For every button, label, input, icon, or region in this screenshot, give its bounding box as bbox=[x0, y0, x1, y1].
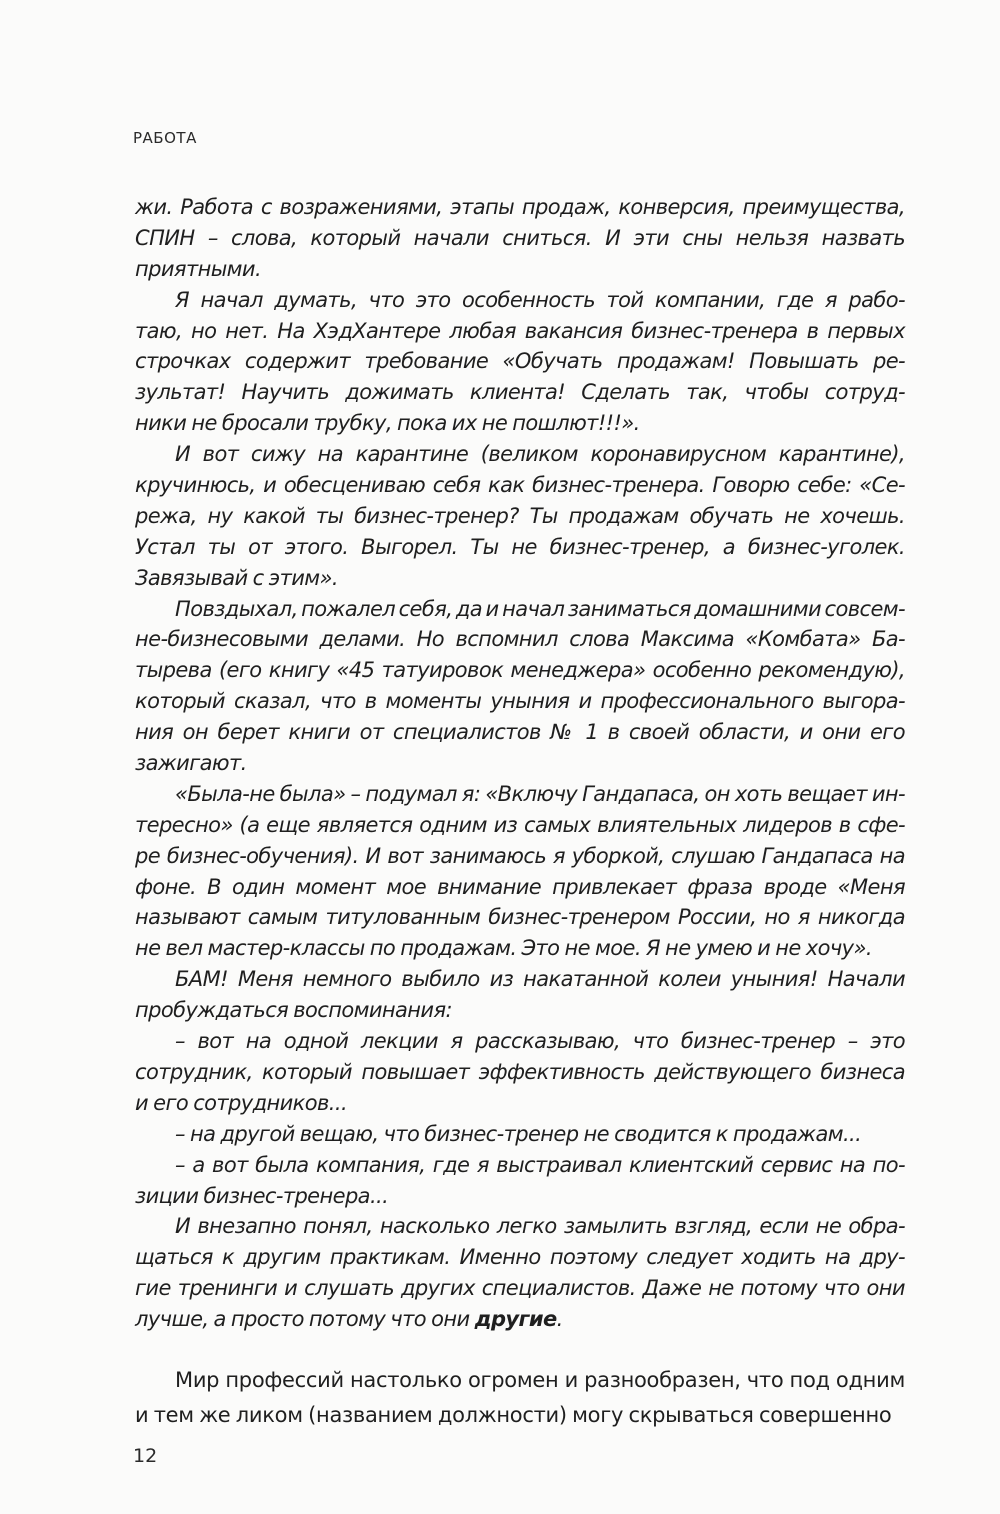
text-line: Мир профессий настолько огромен и разнообразен, что под одним bbox=[175, 1367, 905, 1392]
text-line: жи. Работа с возражениями, этапы продаж, конверсия, преимущества, bbox=[135, 195, 905, 219]
text-line: Я начал думать, что это особенность той компании, где я рабо- bbox=[175, 287, 905, 312]
paragraph bbox=[135, 1211, 905, 1335]
paragraph bbox=[135, 964, 905, 1026]
text-line: и его сотрудников... bbox=[135, 1090, 348, 1115]
text-line: зультат! Научить дожимать клиента! Сделать так, чтобы сотруд- bbox=[135, 380, 905, 405]
text-line: не-бизнесовыми делами. Но вспомнил слова Максима «Комбата» Ба- bbox=[135, 627, 905, 652]
text-line: зажигают. bbox=[135, 751, 247, 776]
text-line: фоне. В один момент мое внимание привлекает фраза вроде «Меня bbox=[135, 874, 905, 899]
text-line: «Была-не была» – подумал я: «Включу Гандапаса, он хоть вещает ин- bbox=[175, 781, 905, 806]
paragraph bbox=[135, 285, 905, 439]
text-line: не вел мастер-классы по продажам. Это не мое. Я не умею и не хочу». bbox=[135, 936, 872, 961]
text-line: ре бизнес-обучения). И вот занимаюсь я уборкой, слушаю Гандапаса на bbox=[135, 843, 905, 868]
paragraph bbox=[135, 1119, 905, 1150]
text-line: называют самым титулованным бизнес-тренером России, но я никогда bbox=[135, 905, 905, 930]
text-line: И внезапно понял, насколько легко замылить взгляд, если не обра- bbox=[175, 1214, 905, 1239]
text-line: Устал ты от этого. Выгорел. Ты не бизнес-тренер, а бизнес-уголек. bbox=[135, 534, 905, 559]
text-line: таю, но нет. На ХэдХантере любая вакансия бизнес-тренера в первых bbox=[135, 318, 905, 343]
text-line: Завязывай с этим». bbox=[135, 565, 338, 590]
text-line: БАМ! Меня немного выбило из накатанной колеи уныния! Начали bbox=[175, 967, 905, 992]
text-line: режа, ну какой ты бизнес-тренер? Ты продажам обучать не хочешь. bbox=[135, 503, 905, 528]
paragraph bbox=[135, 192, 905, 285]
text-line: кручинюсь, и обесцениваю себя как бизнес-тренера. Говорю себе: «Се- bbox=[135, 473, 905, 498]
text-line: Повздыхал, пожалел себя, да и начал заниматься домашними совсем- bbox=[175, 596, 905, 621]
text-line: – на другой вещаю, что бизнес-тренер не сводится к продажам... bbox=[175, 1121, 862, 1146]
emphasis-text: другие bbox=[474, 1307, 557, 1332]
paragraph bbox=[135, 1150, 905, 1212]
body-text bbox=[135, 192, 905, 1433]
text-line: сотрудник, который повышает эффективность действующего бизнеса bbox=[135, 1059, 905, 1084]
text-line: зиции бизнес-тренера... bbox=[135, 1183, 389, 1208]
text-line: – вот на одной лекции я рассказываю, что бизнес-тренер – это bbox=[175, 1029, 905, 1054]
text-line bbox=[135, 1304, 905, 1335]
paragraph bbox=[135, 779, 905, 964]
text-line: тырева (его книгу «45 татуировок менеджера» особенно рекомендую), bbox=[135, 658, 905, 683]
text-segment: . bbox=[556, 1307, 563, 1332]
text-line: тересно» (а еще является одним из самых влиятельных лидеров в сфе- bbox=[135, 812, 905, 837]
page-number: 12 bbox=[133, 1445, 158, 1467]
text-line: ники не бросали трубку, пока их не пошлют!!!». bbox=[135, 411, 640, 436]
running-head: РАБОТА bbox=[133, 129, 197, 147]
text-line: И вот сижу на карантине (великом коронавирусном карантине), bbox=[175, 442, 905, 467]
text-line: гие тренинги и слушать других специалистов. Даже не потому что они bbox=[135, 1276, 905, 1301]
text-line: и тем же ликом (названием должности) могу скрываться совершенно bbox=[135, 1402, 892, 1427]
paragraph bbox=[135, 1363, 905, 1433]
text-line: – а вот была компания, где я выстраивал клиентский сервис на по- bbox=[175, 1152, 905, 1177]
text-line: ния он берет книги от специалистов № 1 в своей области, и они его bbox=[135, 720, 905, 745]
paragraph bbox=[135, 1026, 905, 1119]
text-line: приятными. bbox=[135, 256, 262, 281]
text-line: пробуждаться воспоминания: bbox=[135, 998, 452, 1023]
text-line: строчках содержит требование «Обучать продажам! Повышать ре- bbox=[135, 349, 905, 374]
text-line: который сказал, что в моменты уныния и профессионального выгора- bbox=[135, 689, 905, 714]
paragraph bbox=[135, 439, 905, 593]
text-segment: лучше, а просто потому что они bbox=[135, 1307, 475, 1332]
text-line: щаться к другим практикам. Именно поэтому следует ходить на дру- bbox=[135, 1245, 905, 1270]
text-line: СПИН – слова, который начали сниться. И эти сны нельзя назвать bbox=[135, 225, 905, 250]
paragraph bbox=[135, 594, 905, 779]
